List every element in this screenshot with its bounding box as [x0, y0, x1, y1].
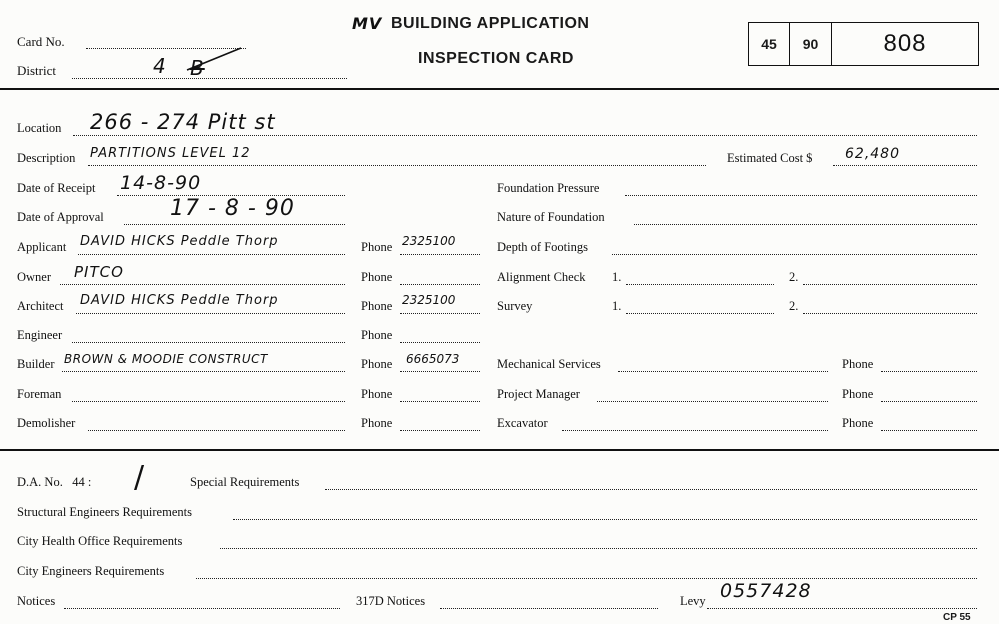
- alignment-check-label: Alignment Check: [497, 270, 586, 284]
- da-no-label: D.A. No. 44 :: [17, 475, 92, 489]
- special-requirements-field[interactable]: [325, 489, 977, 490]
- project-manager-phone-field[interactable]: [881, 401, 977, 402]
- foreman-label: Foreman: [17, 387, 62, 401]
- owner-value: PITCO: [74, 263, 124, 281]
- card-number: 808: [883, 30, 927, 57]
- project-manager-label: Project Manager: [497, 387, 580, 401]
- structural-requirements-field[interactable]: [233, 519, 977, 520]
- depth-of-footings-field[interactable]: [612, 254, 977, 255]
- date-of-approval-label: Date of Approval: [17, 210, 104, 224]
- notices-label: Notices: [17, 594, 56, 608]
- form-code: CP 55: [943, 612, 971, 623]
- demolisher-label: Demolisher: [17, 416, 76, 430]
- card-no-label: Card No.: [17, 34, 65, 49]
- owner-label: Owner: [17, 270, 52, 284]
- notices-field[interactable]: [64, 608, 340, 609]
- levy-label: Levy: [680, 594, 706, 608]
- engineer-field[interactable]: [72, 342, 345, 343]
- builder-field[interactable]: [62, 371, 345, 372]
- builder-label: Builder: [17, 357, 55, 371]
- date-of-receipt-value: 14-8-90: [120, 172, 202, 194]
- levy-value: 0557428: [720, 580, 812, 602]
- code-box-2-value: 90: [802, 36, 819, 52]
- title-line-2: INSPECTION CARD: [418, 50, 574, 67]
- architect-phone-label: Phone: [361, 299, 393, 313]
- details-divider: [0, 449, 999, 451]
- engineer-phone-field[interactable]: [400, 342, 480, 343]
- code-box-2: [789, 22, 832, 66]
- mechanical-services-phone-field[interactable]: [881, 371, 977, 372]
- architect-phone-value: 2325100: [402, 293, 456, 307]
- structural-requirements-label: Structural Engineers Requirements: [17, 505, 192, 519]
- foreman-phone-label: Phone: [361, 387, 393, 401]
- code-box-1-value: 45: [761, 36, 777, 52]
- applicant-value: DAVID HICKS Peddle Thorp: [80, 234, 279, 249]
- owner-phone-label: Phone: [361, 270, 393, 284]
- mechanical-services-label: Mechanical Services: [497, 357, 601, 371]
- architect-label: Architect: [17, 299, 64, 313]
- survey-2-field[interactable]: [803, 313, 977, 314]
- project-manager-phone-label: Phone: [842, 387, 874, 401]
- mechanical-services-phone-label: Phone: [842, 357, 874, 371]
- foundation-pressure-field[interactable]: [625, 195, 977, 196]
- excavator-phone-label: Phone: [842, 416, 874, 430]
- district-value-struck: B: [190, 56, 205, 80]
- builder-phone-field[interactable]: [400, 371, 480, 372]
- location-field[interactable]: [73, 135, 977, 136]
- architect-field[interactable]: [76, 313, 345, 314]
- builder-value: BROWN & MOODIE CONSTRUCT: [64, 352, 268, 366]
- levy-field[interactable]: [707, 608, 977, 609]
- project-manager-field[interactable]: [597, 401, 828, 402]
- owner-phone-field[interactable]: [400, 284, 480, 285]
- applicant-phone-label: Phone: [361, 240, 393, 254]
- survey-1-label: 1.: [612, 299, 622, 313]
- date-of-approval-field[interactable]: [124, 224, 345, 225]
- alignment-check-1-field[interactable]: [626, 284, 774, 285]
- applicant-phone-field[interactable]: [400, 254, 480, 255]
- applicant-phone-value: 2325100: [402, 234, 456, 248]
- demolisher-field[interactable]: [88, 430, 345, 431]
- owner-field[interactable]: [60, 284, 345, 285]
- estimated-cost-label: Estimated Cost $: [727, 151, 813, 165]
- builder-phone-value: 6665073: [406, 352, 460, 366]
- demolisher-phone-label: Phone: [361, 416, 393, 430]
- foreman-phone-field[interactable]: [400, 401, 480, 402]
- city-engineers-requirements-label: City Engineers Requirements: [17, 564, 165, 578]
- survey-1-field[interactable]: [626, 313, 774, 314]
- notices-317d-label: 317D Notices: [356, 594, 426, 608]
- header-divider: [0, 88, 999, 90]
- strike-mark: [185, 44, 245, 74]
- architect-value: DAVID HICKS Peddle Thorp: [80, 293, 279, 308]
- district-field[interactable]: [72, 78, 347, 79]
- nature-of-foundation-label: Nature of Foundation: [497, 210, 605, 224]
- demolisher-phone-field[interactable]: [400, 430, 480, 431]
- alignment-check-2-label: 2.: [789, 270, 799, 284]
- district-value: 4: [153, 54, 167, 78]
- alignment-check-1-label: 1.: [612, 270, 622, 284]
- description-field[interactable]: [88, 165, 706, 166]
- health-requirements-label: City Health Office Requirements: [17, 534, 183, 548]
- description-label: Description: [17, 151, 76, 165]
- alignment-check-2-field[interactable]: [803, 284, 977, 285]
- title-line-1: BUILDING APPLICATION: [391, 15, 590, 32]
- date-of-approval-value: 17 - 8 - 90: [170, 196, 295, 221]
- health-requirements-field[interactable]: [220, 548, 977, 549]
- description-value: PARTITIONS LEVEL 12: [90, 146, 251, 161]
- city-engineers-requirements-field[interactable]: [196, 578, 977, 579]
- date-of-receipt-label: Date of Receipt: [17, 181, 96, 195]
- excavator-field[interactable]: [562, 430, 828, 431]
- estimated-cost-value: 62,480: [845, 146, 900, 162]
- survey-2-label: 2.: [789, 299, 799, 313]
- excavator-phone-field[interactable]: [881, 430, 977, 431]
- da-no-value: /: [134, 460, 146, 495]
- location-label: Location: [17, 121, 62, 135]
- estimated-cost-field[interactable]: [833, 165, 977, 166]
- depth-of-footings-label: Depth of Footings: [497, 240, 588, 254]
- applicant-field[interactable]: [78, 254, 345, 255]
- applicant-label: Applicant: [17, 240, 67, 254]
- special-requirements-label: Special Requirements: [190, 475, 300, 489]
- nature-of-foundation-field[interactable]: [634, 224, 977, 225]
- survey-label: Survey: [497, 299, 533, 313]
- district-label: District: [17, 63, 56, 78]
- foreman-field[interactable]: [72, 401, 345, 402]
- excavator-label: Excavator: [497, 416, 548, 430]
- card-number-box: [831, 22, 979, 66]
- notices-317d-field[interactable]: [440, 608, 658, 609]
- engineer-phone-label: Phone: [361, 328, 393, 342]
- title-annotation: MV: [352, 14, 383, 33]
- engineer-label: Engineer: [17, 328, 63, 342]
- location-value: 266 - 274 Pitt st: [90, 110, 276, 134]
- foundation-pressure-label: Foundation Pressure: [497, 181, 600, 195]
- builder-phone-label: Phone: [361, 357, 393, 371]
- mechanical-services-field[interactable]: [618, 371, 828, 372]
- code-box-1: [748, 22, 790, 66]
- architect-phone-field[interactable]: [400, 313, 480, 314]
